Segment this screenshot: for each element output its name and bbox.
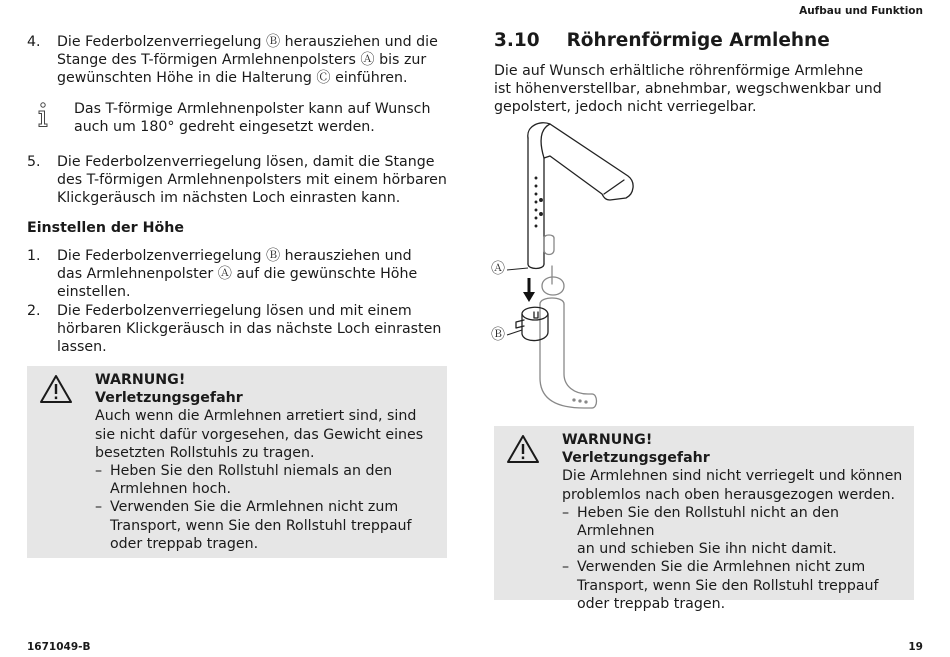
step-line: hörbaren Klickgeräusch in das nächste Loch einrasten (57, 321, 442, 338)
warning-body-line: sie nicht dafür vorgesehen, das Gewicht eines (95, 426, 424, 443)
step-line: des T-förmigen Armlehnenpolsters mit einem hörbaren (57, 172, 447, 189)
warning-body-line: Die Armlehnen sind nicht verriegelt und können (562, 468, 903, 485)
height-step-2 (27, 302, 447, 358)
intro-line: Die auf Wunsch erhältliche röhrenförmige Armlehne (494, 63, 864, 79)
step-line: das Armlehnenpolster Ⓐ auf die gewünschte Höhe (57, 266, 418, 283)
warning-body-line: Auch wenn die Armlehnen arretiert sind, sind (95, 408, 417, 425)
step-line: Stange des T-förmigen Armlehnenpolsters Ⓐ bis zur (57, 52, 427, 69)
step-4 (27, 33, 447, 89)
warning-subtitle: Verletzungsgefahr (562, 450, 710, 467)
bullet-line: Heben Sie den Rollstuhl niemals an den (110, 463, 393, 480)
info-note (74, 100, 430, 136)
warning-triangle-icon (506, 434, 540, 464)
step-line: einstellen. (57, 284, 131, 301)
warning-bullet (95, 462, 440, 498)
dash-bullet-icon: – (562, 559, 570, 576)
warning-triangle-icon (39, 374, 73, 404)
section-heading: Röhrenförmige Armlehne (566, 30, 830, 51)
step-number: 2. (27, 303, 41, 319)
label-b: Ⓑ (491, 327, 505, 343)
bullet-line: an und schieben Sie ihn nicht damit. (577, 541, 837, 558)
height-step-1 (27, 247, 447, 303)
step-line: gewünschten Höhe in die Halterung Ⓒ einführen. (57, 70, 408, 87)
warning-bullet (562, 558, 910, 613)
warning-bullet (95, 498, 440, 553)
bullet-line: Verwenden Sie die Armlehnen nicht zum (577, 559, 866, 576)
warning-subtitle: Verletzungsgefahr (95, 390, 243, 407)
info-line: Das T-förmige Armlehnenpolster kann auf Wunsch (74, 101, 431, 117)
step-line: Die Federbolzenverriegelung Ⓑ herausziehen und (57, 248, 412, 264)
warning-body-line: besetzten Rollstuhls zu tragen. (95, 444, 315, 461)
warning-bullet (562, 504, 910, 559)
step-number: 5. (27, 154, 41, 170)
bullet-line: Heben Sie den Rollstuhl nicht an den Armlehnen (577, 504, 839, 540)
dash-bullet-icon: – (95, 499, 103, 516)
step-number: 4. (27, 34, 41, 50)
warning-title: WARNUNG! (95, 372, 186, 388)
bullet-line: oder treppab tragen. (110, 535, 259, 552)
info-line: auch um 180° gedreht eingesetzt werden. (74, 119, 375, 136)
warning-box-left (27, 366, 447, 558)
bullet-line: Verwenden Sie die Armlehnen nicht zum (110, 499, 399, 516)
bullet-line: Transport, wenn Sie den Rollstuhl treppauf (577, 577, 879, 594)
bullet-line: Armlehnen hoch. (110, 481, 231, 498)
dash-bullet-icon: – (562, 504, 570, 521)
step-line: Die Federbolzenverriegelung lösen, damit die Stange (57, 154, 435, 170)
step-line: Die Federbolzenverriegelung lösen und mit einem (57, 303, 412, 319)
warning-title: WARNUNG! (562, 432, 653, 448)
step-number: 1. (27, 248, 41, 264)
intro-line: ist höhenverstellbar, abnehmbar, wegschwenkbar und (494, 81, 882, 98)
section-number: 3.10 (494, 30, 540, 51)
step-line: Die Federbolzenverriegelung Ⓑ herausziehen und die (57, 34, 438, 50)
page-header: Aufbau und Funktion (799, 5, 923, 17)
section-intro (494, 62, 882, 117)
bullet-line: Transport, wenn Sie den Rollstuhl treppauf (110, 517, 412, 534)
document-id: 1671049-B (27, 641, 91, 653)
warning-box-right (494, 426, 914, 612)
label-a: Ⓐ (491, 261, 505, 277)
step-line: lassen. (57, 339, 107, 356)
intro-line: gepolstert, jedoch nicht verriegelbar. (494, 99, 757, 116)
armrest-figure (488, 118, 638, 418)
dash-bullet-icon: – (95, 463, 103, 480)
step-5 (27, 153, 447, 209)
warning-body-line: problemlos nach oben herausgezogen werden. (562, 486, 896, 503)
step-line: Klickgeräusch im nächsten Loch einrasten kann. (57, 190, 401, 207)
bullet-line: oder treppab tragen. (577, 595, 726, 612)
info-icon (35, 102, 51, 128)
section-title (494, 30, 830, 51)
page-number: 19 (908, 641, 923, 653)
subheading-height: Einstellen der Höhe (27, 220, 184, 236)
